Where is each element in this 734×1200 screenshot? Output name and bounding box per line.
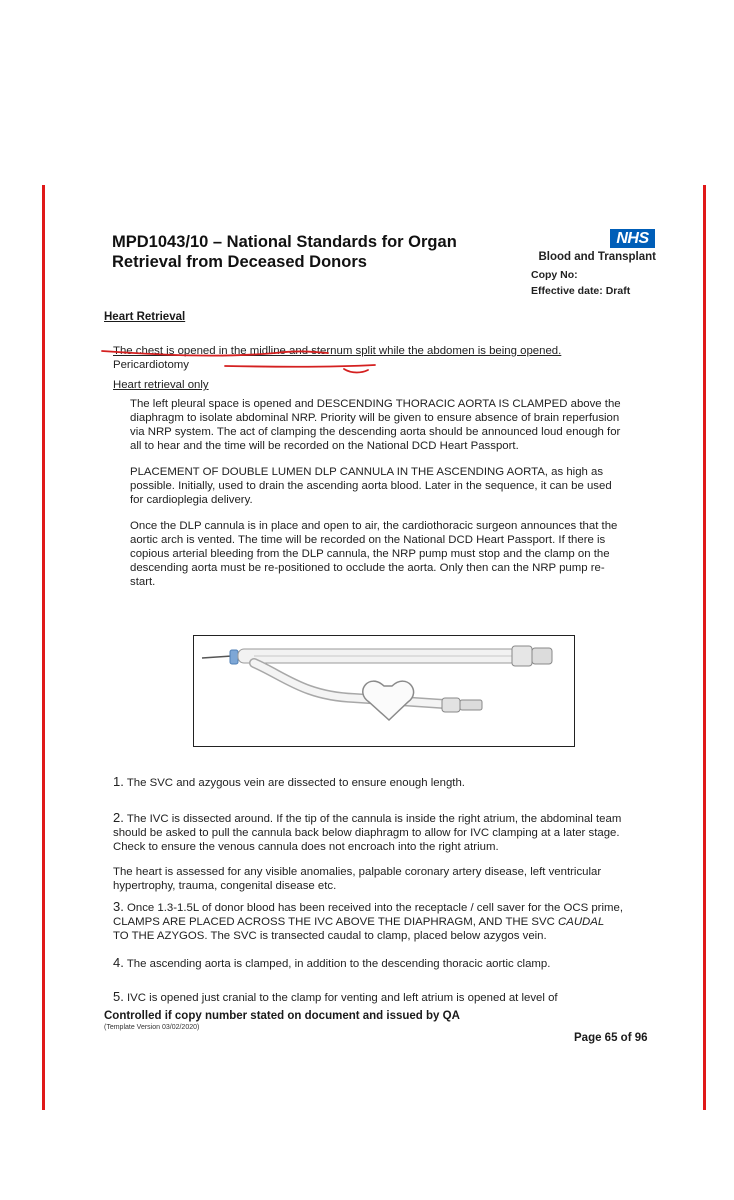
p3-line: descending aorta must be re-positioned to occlude the aorta. Only then can the NRP pump re- [130, 562, 605, 574]
section-heading: Heart Retrieval [104, 311, 186, 323]
copy-number: Copy No: [531, 269, 578, 281]
logo-subtitle: Blood and Transplant [538, 251, 656, 263]
step-3-number: 3. [113, 899, 124, 914]
step-1-text: The SVC and azygous vein are dissected to ensure enough length. [126, 777, 465, 789]
step-4-text: The ascending aorta is clamped, in addition to the descending thoracic aortic clamp. [126, 958, 551, 970]
step-4-number: 4. [113, 955, 124, 970]
intro-line-1: The chest is opened in the midline and sternum split while the abdomen is being opened. [113, 345, 562, 357]
dlp-cannula-figure [193, 635, 575, 747]
step-5-number: 5. [113, 989, 124, 1004]
step-3-caudal: CAUDAL [558, 916, 605, 928]
assessment-paragraph [113, 865, 601, 893]
p1-line: via NRP system. The act of clamping the descending aorta should be announced loud enough for [130, 426, 621, 438]
left-margin-bar [42, 185, 45, 1110]
step-3-line-3: TO THE AZYGOS. The SVC is transected caudal to clamp, placed below azygos vein. [113, 930, 547, 942]
p1-line: all to hear and the time will be recorded on the National DCD Heart Passport. [130, 440, 519, 452]
red-pen-annotation [100, 345, 400, 375]
document-title [112, 232, 492, 272]
title-line-2: Retrieval from Deceased Donors [112, 253, 367, 271]
step-3-line-1: Once 1.3-1.5L of donor blood has been received into the receptacle / cell saver for the OCS prime, [127, 902, 623, 914]
assess-line: The heart is assessed for any visible anomalies, palpable coronary artery disease, left ventricular [113, 866, 602, 878]
paragraph-1 [130, 397, 621, 453]
p3-line: Once the DLP cannula is in place and open to air, the cardiothoracic surgeon announces that the [130, 520, 618, 532]
step-1-number: 1. [113, 774, 124, 789]
template-version: (Template Version 03/02/2020) [104, 1024, 200, 1031]
right-margin-bar [703, 185, 706, 1110]
p1-line: diaphragm to isolate abdominal NRP. Priority will be given to ensure absence of brain reperfusion [130, 412, 620, 424]
assess-line: hypertrophy, trauma, congenital disease etc. [113, 880, 337, 892]
step-5 [113, 990, 558, 1005]
paragraph-2 [130, 465, 612, 507]
p3-line: start. [130, 576, 156, 588]
step-3 [113, 900, 623, 943]
step-4 [113, 956, 550, 971]
step-2-number: 2. [113, 810, 124, 825]
intro-line-2: Pericardiotomy [113, 359, 189, 371]
p1-line: The left pleural space is opened and DESCENDING THORACIC AORTA IS CLAMPED above the [130, 398, 621, 410]
p2-line: PLACEMENT OF DOUBLE LUMEN DLP CANNULA IN THE ASCENDING AORTA, as high as [130, 466, 604, 478]
step-2-line: should be asked to pull the cannula back below diaphragm to allow for IVC clamping at a later stage. [113, 827, 620, 839]
p2-line: for cardioplegia delivery. [130, 494, 253, 506]
subheading: Heart retrieval only [113, 379, 209, 391]
p3-line: aortic arch is vented. The time will be recorded on the National DCD Heart Passport. If there is [130, 534, 606, 546]
effective-date: Effective date: Draft [531, 285, 631, 297]
step-2-line: The IVC is dissected around. If the tip of the cannula is inside the right atrium, the abdominal team [126, 813, 622, 825]
step-2-line: Check to ensure the venous cannula does not encroach into the right atrium. [113, 841, 499, 853]
p2-line: possible. Initially, used to drain the ascending aorta blood. Later in the sequence, it can be used [130, 480, 612, 492]
step-3-line-2: CLAMPS ARE PLACED ACROSS THE IVC ABOVE THE DIAPHRAGM, AND THE SVC [113, 916, 558, 928]
paragraph-3 [130, 519, 617, 589]
page-number: Page 65 of 96 [574, 1032, 648, 1044]
title-line-1: MPD1043/10 – National Standards for Organ [112, 233, 457, 251]
step-2 [113, 811, 621, 854]
step-1 [113, 775, 465, 790]
nhs-logo: NHS [610, 229, 655, 248]
controlled-copy-notice: Controlled if copy number stated on document and issued by QA [104, 1010, 460, 1022]
step-5-text: IVC is opened just cranial to the clamp for venting and left atrium is opened at level of [127, 992, 558, 1004]
p3-line: copious arterial bleeding from the DLP cannula, the NRP pump must stop and the clamp on the [130, 548, 610, 560]
cannula-illustration [194, 636, 574, 746]
